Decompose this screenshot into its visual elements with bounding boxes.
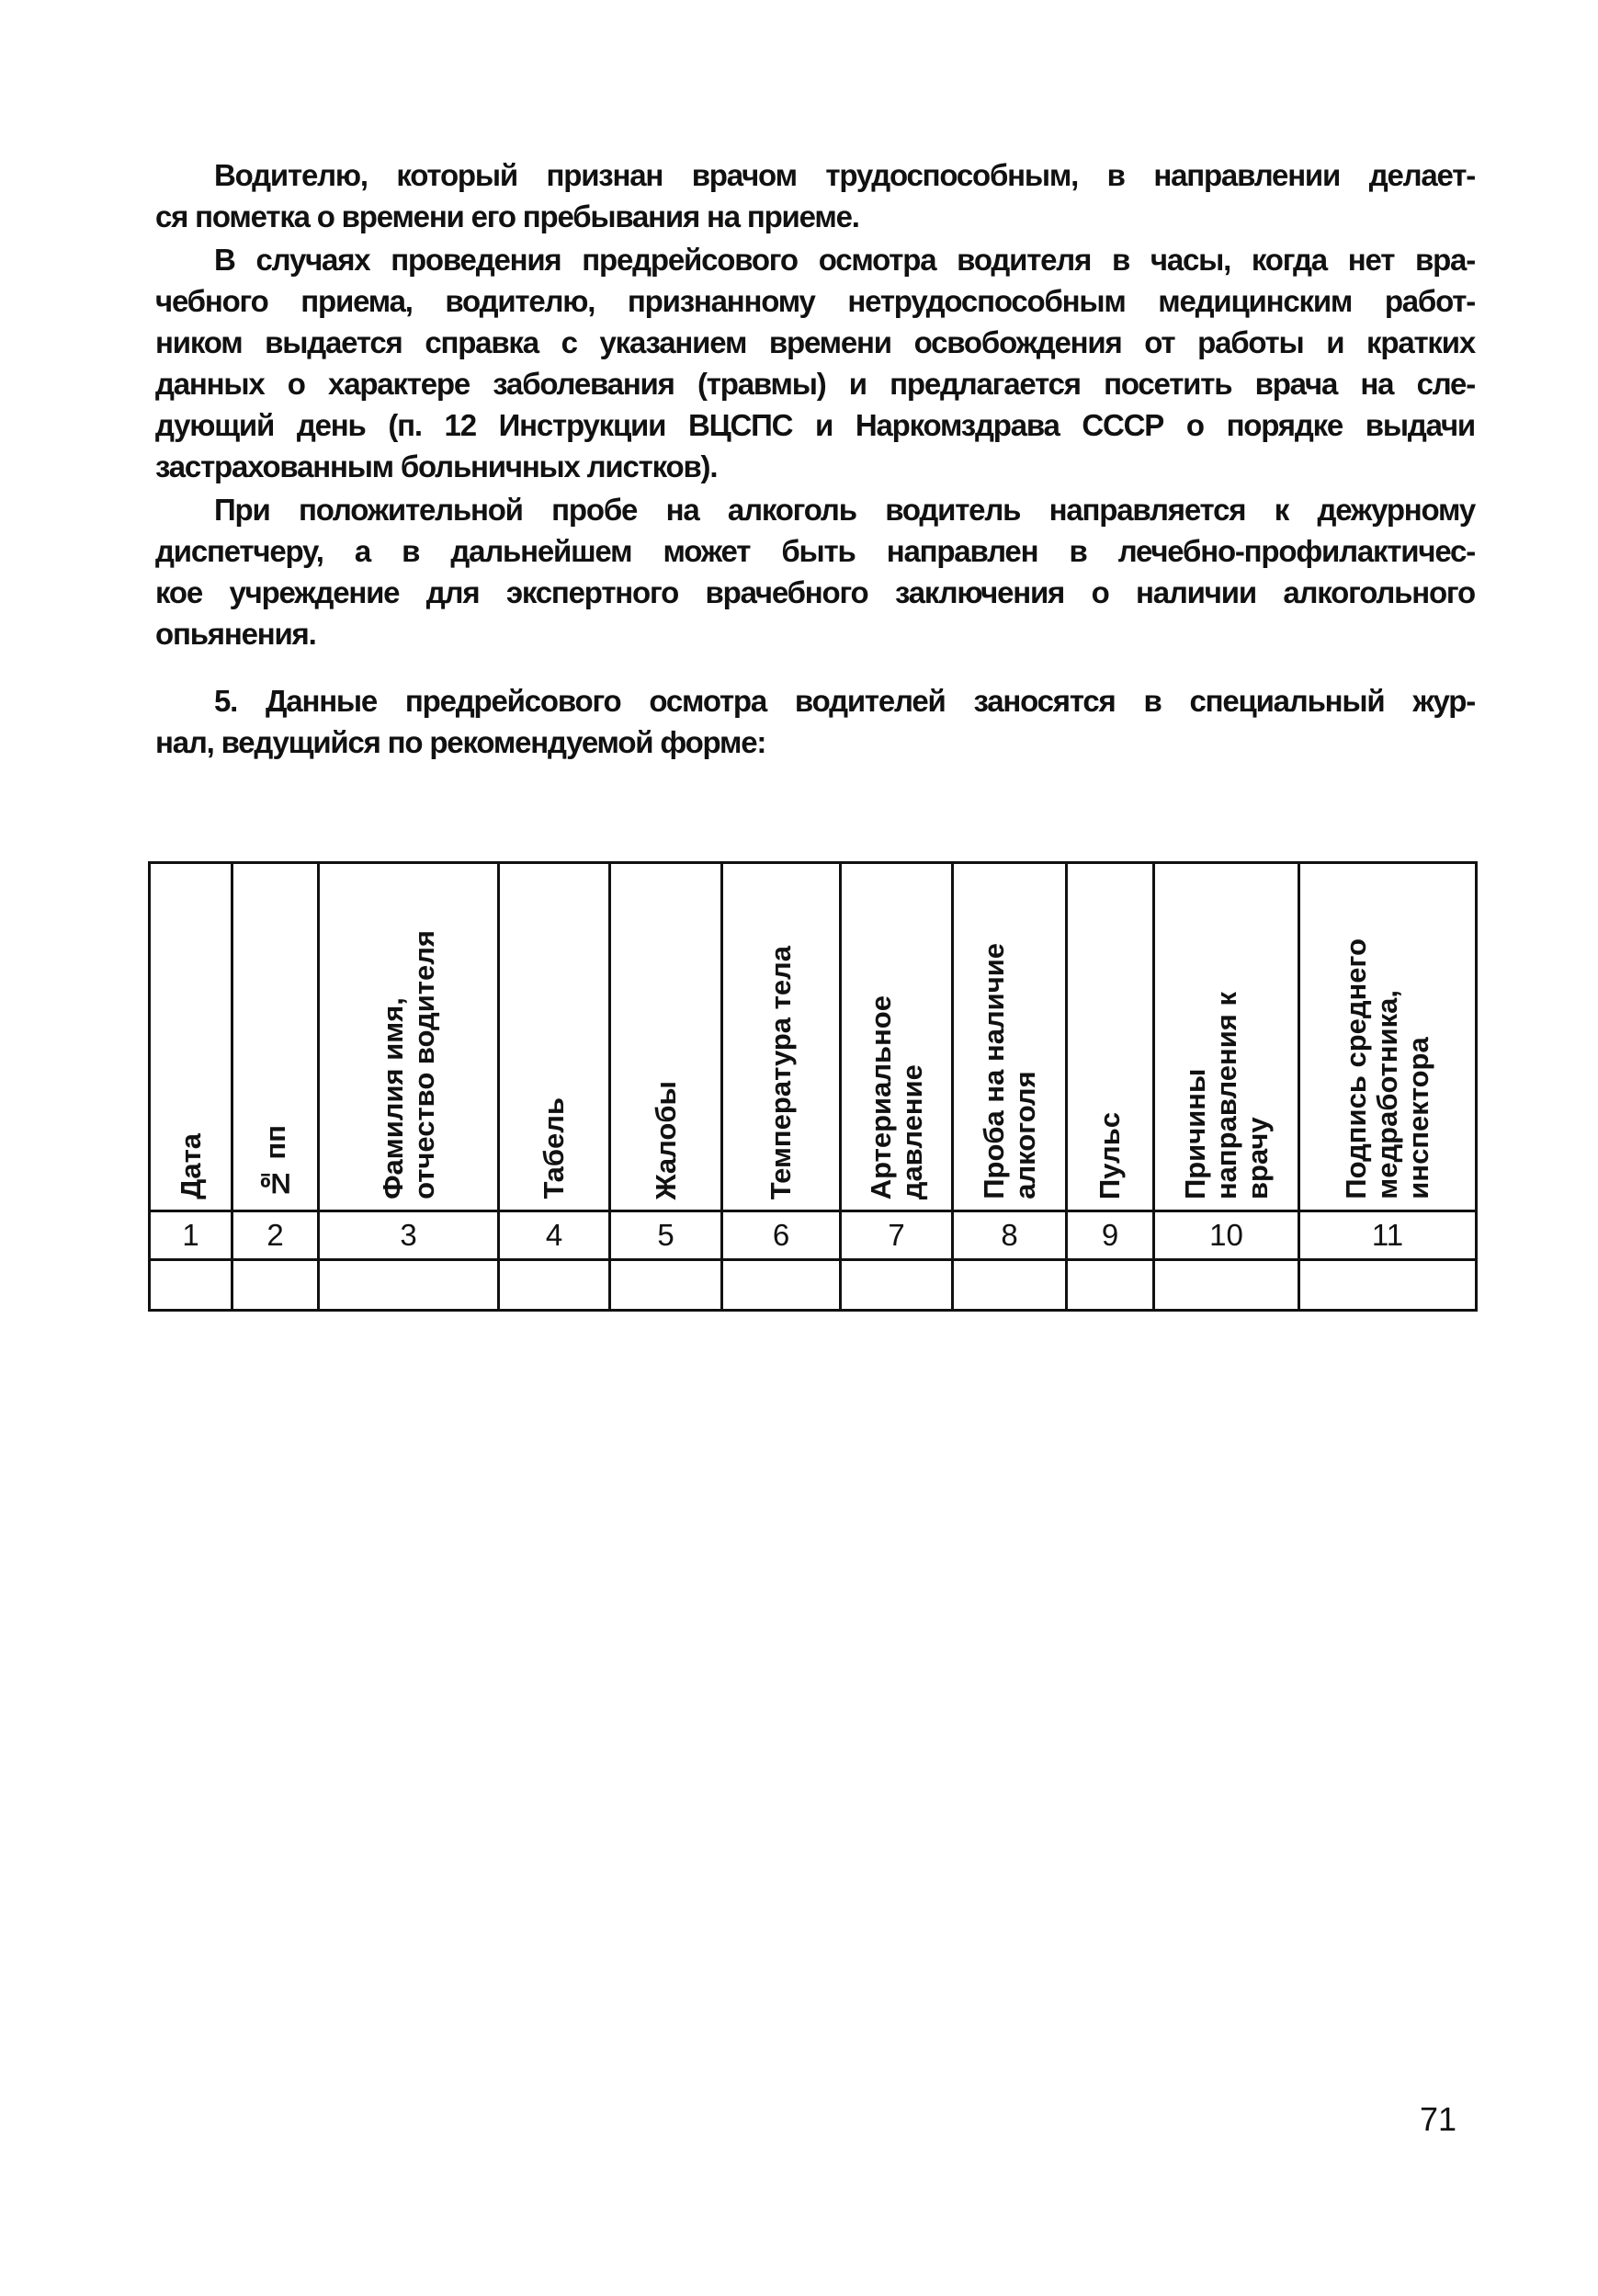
table-number-row: [150, 1211, 1477, 1260]
paragraph: [155, 489, 1475, 654]
table-blank-row: [150, 1260, 1477, 1311]
header-label: Артериальное давление: [864, 995, 928, 1199]
paragraph: [155, 154, 1475, 237]
paragraph: [155, 680, 1475, 763]
column-number: 2: [232, 1211, 319, 1260]
header-cell: [722, 863, 841, 1211]
text-line: чебного приема, водителю, признанному нетрудоспособным медицинским работ-: [155, 284, 1475, 318]
column-number: 11: [1299, 1211, 1477, 1260]
column-number: 4: [499, 1211, 610, 1260]
body-text: [155, 154, 1475, 765]
column-number: 3: [319, 1211, 499, 1260]
header-cell: [150, 863, 232, 1211]
column-number: 10: [1154, 1211, 1299, 1260]
header-label: Табель: [538, 1097, 570, 1199]
text-line: опьянения.: [155, 617, 316, 651]
header-label: Подпись среднего медработника, инспектора: [1340, 938, 1434, 1199]
empty-cell: [722, 1260, 841, 1311]
header-cell: [953, 863, 1067, 1211]
header-cell: [610, 863, 722, 1211]
empty-cell: [1154, 1260, 1299, 1311]
text-line: 5. Данные предрейсового осмотра водителей заносятся в специальный жур-: [214, 684, 1475, 718]
empty-cell: [1299, 1260, 1477, 1311]
empty-cell: [1067, 1260, 1154, 1311]
empty-cell: [499, 1260, 610, 1311]
empty-cell: [150, 1260, 232, 1311]
text-line: застрахованным больничных листков).: [155, 449, 718, 483]
text-line: При положительной пробе на алкоголь водитель направляется к дежурному: [214, 493, 1475, 527]
column-number: 6: [722, 1211, 841, 1260]
header-label: Дата: [174, 1133, 207, 1199]
column-number: 8: [953, 1211, 1067, 1260]
empty-cell: [841, 1260, 953, 1311]
paragraph: [155, 239, 1475, 487]
table-header-row: [150, 863, 1477, 1211]
column-number: 7: [841, 1211, 953, 1260]
empty-cell: [232, 1260, 319, 1311]
column-number: 1: [150, 1211, 232, 1260]
journal-table: [148, 861, 1478, 1312]
column-number: 5: [610, 1211, 722, 1260]
empty-cell: [610, 1260, 722, 1311]
header-label: Фамилия имя, отчество водителя: [376, 930, 440, 1199]
column-number: 9: [1067, 1211, 1154, 1260]
header-cell: [841, 863, 953, 1211]
header-label: Причины направления к врачу: [1178, 991, 1274, 1199]
text-line: кое учреждение для экспертного врачебного заключения о наличии алкогольного: [155, 575, 1475, 609]
page-number: 71: [1420, 2100, 1457, 2138]
text-line: Водителю, который признан врачом трудоспособным, в направлении делает-: [214, 158, 1475, 192]
text-line: В случаях проведения предрейсового осмотра водителя в часы, когда нет вра-: [214, 243, 1475, 277]
header-label: Проба на наличие алкоголя: [977, 943, 1041, 1199]
text-line: данных о характере заболевания (травмы) и предлагается посетить врача на сле-: [155, 367, 1475, 401]
header-cell: [499, 863, 610, 1211]
header-cell: [1299, 863, 1477, 1211]
text-line: ником выдается справка с указанием времени освобождения от работы и кратких: [155, 325, 1475, 359]
header-label: Жалобы: [649, 1080, 682, 1199]
header-label: Пульс: [1094, 1111, 1126, 1199]
header-cell: [1154, 863, 1299, 1211]
text-line: нал, ведущийся по рекомендуемой форме:: [155, 725, 766, 759]
header-cell: [232, 863, 319, 1211]
header-cell: [319, 863, 499, 1211]
header-cell: [1067, 863, 1154, 1211]
empty-cell: [953, 1260, 1067, 1311]
text-line: диспетчеру, а в дальнейшем может быть направлен в лечебно-профилактичес-: [155, 534, 1475, 568]
text-line: дующий день (п. 12 Инструкции ВЦСПС и Наркомздрава СССР о порядке выдачи: [155, 408, 1475, 442]
text-line: ся пометка о времени его пребывания на приеме.: [155, 199, 859, 233]
empty-cell: [319, 1260, 499, 1311]
header-label: Температура тела: [765, 945, 797, 1199]
header-label: № пп: [258, 1124, 291, 1199]
